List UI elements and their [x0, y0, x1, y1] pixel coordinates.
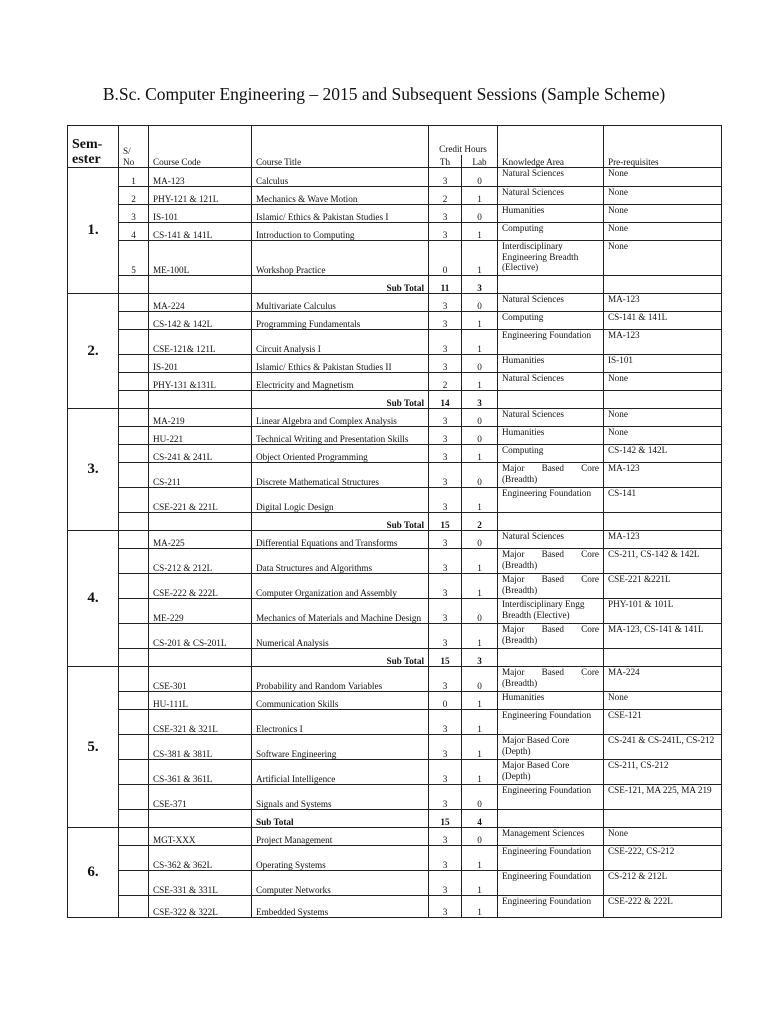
subtotal-label: Sub Total	[252, 649, 429, 667]
knowledge-area: Engineering Foundation	[498, 846, 604, 871]
semester-label: 5.	[68, 667, 119, 828]
knowledge-area: Major Based Core (Breadth)	[498, 549, 604, 574]
serial-number	[119, 355, 149, 373]
prerequisites: CSE-222 & 222L	[604, 896, 722, 918]
header-sno: S/ No	[119, 126, 149, 168]
serial-number: 1	[119, 168, 149, 187]
lab-credits: 0	[462, 531, 498, 549]
theory-credits: 3	[429, 599, 462, 624]
knowledge-area: Engineering Foundation	[498, 896, 604, 918]
serial-number	[119, 409, 149, 427]
course-code: CSE-331 & 331L	[149, 871, 252, 896]
course-title: Operating Systems	[252, 846, 429, 871]
prerequisites: CSE-222, CS-212	[604, 846, 722, 871]
theory-credits: 3	[429, 574, 462, 599]
serial-number	[119, 896, 149, 918]
course-code: IS-101	[149, 205, 252, 223]
lab-credits: 1	[462, 760, 498, 785]
lab-credits: 0	[462, 599, 498, 624]
course-code: CS-241 & 241L	[149, 445, 252, 463]
serial-number	[119, 549, 149, 574]
course-title: Discrete Mathematical Structures	[252, 463, 429, 488]
prerequisites: CS-211, CS-212	[604, 760, 722, 785]
subtotal-empty	[149, 513, 252, 531]
lab-credits: 1	[462, 735, 498, 760]
semester-label: 2.	[68, 294, 119, 409]
prerequisites: CSE-121	[604, 710, 722, 735]
knowledge-area: Humanities	[498, 692, 604, 710]
serial-number	[119, 373, 149, 391]
course-row	[68, 692, 722, 710]
semester-label: 3.	[68, 409, 119, 531]
course-title: Multivariate Calculus	[252, 294, 429, 312]
subtotal-empty	[149, 810, 252, 828]
theory-credits: 3	[429, 312, 462, 330]
knowledge-area: Major Based Core (Depth)	[498, 735, 604, 760]
subtotal-empty	[604, 276, 722, 294]
knowledge-area: Natural Sciences	[498, 409, 604, 427]
course-code: MA-123	[149, 168, 252, 187]
lab-credits: 1	[462, 624, 498, 649]
course-title: Linear Algebra and Complex Analysis	[252, 409, 429, 427]
knowledge-area: Major Based Core (Breadth)	[498, 574, 604, 599]
lab-credits: 0	[462, 294, 498, 312]
theory-credits: 0	[429, 692, 462, 710]
course-row	[68, 624, 722, 649]
header-semester: Sem- ester	[68, 126, 119, 168]
knowledge-area: Major Based Core (Breadth)	[498, 624, 604, 649]
course-title: Circuit Analysis I	[252, 330, 429, 355]
serial-number	[119, 871, 149, 896]
course-title: Digital Logic Design	[252, 488, 429, 513]
serial-number	[119, 692, 149, 710]
course-code: CS-141 & 141L	[149, 223, 252, 241]
course-row	[68, 409, 722, 427]
course-title: Programming Fundamentals	[252, 312, 429, 330]
course-code: CS-362 & 362L	[149, 846, 252, 871]
knowledge-area: Natural Sciences	[498, 168, 604, 187]
course-row	[68, 549, 722, 574]
course-title: Differential Equations and Transforms	[252, 531, 429, 549]
course-title: Mechanics & Wave Motion	[252, 187, 429, 205]
theory-credits: 3	[429, 871, 462, 896]
theory-credits: 3	[429, 760, 462, 785]
prerequisites: CSE-121, MA 225, MA 219	[604, 785, 722, 810]
semester-label: 4.	[68, 531, 119, 667]
lab-credits: 1	[462, 488, 498, 513]
header-course-title: Course Title	[252, 126, 429, 168]
course-code: CSE-371	[149, 785, 252, 810]
knowledge-area: Computing	[498, 445, 604, 463]
knowledge-area: Interdisciplinary Engg Breadth (Elective)	[498, 599, 604, 624]
course-title: Introduction to Computing	[252, 223, 429, 241]
serial-number	[119, 312, 149, 330]
course-row	[68, 463, 722, 488]
knowledge-area: Interdisciplinary Engineering Breadth (Elective)	[498, 241, 604, 276]
knowledge-area: Natural Sciences	[498, 531, 604, 549]
course-row	[68, 735, 722, 760]
prerequisites: None	[604, 373, 722, 391]
course-code: CS-201 & CS-201L	[149, 624, 252, 649]
subtotal-empty	[119, 276, 149, 294]
serial-number	[119, 427, 149, 445]
theory-credits: 3	[429, 294, 462, 312]
knowledge-area: Major Based Core (Breadth)	[498, 667, 604, 692]
prerequisites: None	[604, 241, 722, 276]
course-code: CSE-301	[149, 667, 252, 692]
course-title: Mechanics of Materials and Machine Design	[252, 599, 429, 624]
subtotal-row	[68, 513, 722, 531]
theory-credits: 3	[429, 463, 462, 488]
prerequisites: None	[604, 828, 722, 846]
knowledge-area: Engineering Foundation	[498, 488, 604, 513]
knowledge-area: Major Based Core (Depth)	[498, 760, 604, 785]
theory-credits: 3	[429, 735, 462, 760]
subtotal-row	[68, 649, 722, 667]
prerequisites: None	[604, 692, 722, 710]
course-row	[68, 427, 722, 445]
course-row	[68, 667, 722, 692]
course-code: PHY-131 &131L	[149, 373, 252, 391]
course-title: Software Engineering	[252, 735, 429, 760]
course-row	[68, 294, 722, 312]
course-code: CS-361 & 361L	[149, 760, 252, 785]
theory-credits: 0	[429, 241, 462, 276]
serial-number: 3	[119, 205, 149, 223]
header-course-code: Course Code	[149, 126, 252, 168]
subtotal-label: Sub Total	[252, 391, 429, 409]
course-code: IS-201	[149, 355, 252, 373]
lab-credits: 1	[462, 574, 498, 599]
course-title: Project Management	[252, 828, 429, 846]
course-title: Probability and Random Variables	[252, 667, 429, 692]
subtotal-empty	[149, 276, 252, 294]
prerequisites: MA-123	[604, 531, 722, 549]
course-row	[68, 710, 722, 735]
subtotal-lab: 3	[462, 276, 498, 294]
lab-credits: 1	[462, 187, 498, 205]
subtotal-label: Sub Total	[252, 276, 429, 294]
theory-credits: 3	[429, 846, 462, 871]
lab-credits: 0	[462, 205, 498, 223]
theory-credits: 3	[429, 667, 462, 692]
course-row	[68, 330, 722, 355]
theory-credits: 3	[429, 531, 462, 549]
subtotal-empty	[498, 810, 604, 828]
prerequisites: IS-101	[604, 355, 722, 373]
header-knowledge-area: Knowledge Area	[498, 126, 604, 168]
prerequisites: None	[604, 427, 722, 445]
subtotal-theory: 14	[429, 391, 462, 409]
course-code: HU-221	[149, 427, 252, 445]
subtotal-empty	[149, 649, 252, 667]
lab-credits: 0	[462, 667, 498, 692]
subtotal-lab: 4	[462, 810, 498, 828]
serial-number	[119, 294, 149, 312]
course-scheme-table	[67, 125, 722, 918]
knowledge-area: Engineering Foundation	[498, 871, 604, 896]
subtotal-empty	[604, 391, 722, 409]
prerequisites: CS-142 & 142L	[604, 445, 722, 463]
course-title: Computer Organization and Assembly	[252, 574, 429, 599]
course-title: Islamic/ Ethics & Pakistan Studies II	[252, 355, 429, 373]
lab-credits: 1	[462, 896, 498, 918]
course-row	[68, 574, 722, 599]
lab-credits: 1	[462, 312, 498, 330]
course-title: Communication Skills	[252, 692, 429, 710]
course-code: CSE-121& 121L	[149, 330, 252, 355]
lab-credits: 0	[462, 355, 498, 373]
subtotal-lab: 3	[462, 391, 498, 409]
lab-credits: 0	[462, 463, 498, 488]
header-prerequisites: Pre-requisites	[604, 126, 722, 168]
subtotal-row	[68, 391, 722, 409]
semester-label: 6.	[68, 828, 119, 918]
theory-credits: 3	[429, 624, 462, 649]
course-row	[68, 241, 722, 276]
lab-credits: 1	[462, 710, 498, 735]
knowledge-area: Engineering Foundation	[498, 710, 604, 735]
course-row	[68, 531, 722, 549]
serial-number	[119, 710, 149, 735]
course-code: CSE-222 & 222L	[149, 574, 252, 599]
lab-credits: 0	[462, 409, 498, 427]
subtotal-empty	[604, 649, 722, 667]
prerequisites: PHY-101 & 101L	[604, 599, 722, 624]
knowledge-area: Major Based Core (Breadth)	[498, 463, 604, 488]
prerequisites: MA-123, CS-141 & 141L	[604, 624, 722, 649]
prerequisites: CSE-221 &221L	[604, 574, 722, 599]
subtotal-empty	[604, 513, 722, 531]
lab-credits: 0	[462, 828, 498, 846]
theory-credits: 3	[429, 205, 462, 223]
serial-number	[119, 667, 149, 692]
course-code: ME-229	[149, 599, 252, 624]
knowledge-area: Management Sciences	[498, 828, 604, 846]
subtotal-empty	[149, 391, 252, 409]
course-row	[68, 488, 722, 513]
lab-credits: 0	[462, 427, 498, 445]
course-row	[68, 871, 722, 896]
course-row	[68, 785, 722, 810]
course-code: HU-111L	[149, 692, 252, 710]
subtotal-empty	[604, 810, 722, 828]
theory-credits: 2	[429, 373, 462, 391]
serial-number	[119, 599, 149, 624]
theory-credits: 3	[429, 710, 462, 735]
course-row	[68, 205, 722, 223]
serial-number: 5	[119, 241, 149, 276]
subtotal-label: Sub Total	[252, 810, 429, 828]
prerequisites: CS-212 & 212L	[604, 871, 722, 896]
prerequisites: CS-211, CS-142 & 142L	[604, 549, 722, 574]
lab-credits: 1	[462, 445, 498, 463]
course-code: MGT-XXX	[149, 828, 252, 846]
subtotal-empty	[498, 649, 604, 667]
theory-credits: 3	[429, 549, 462, 574]
theory-credits: 2	[429, 187, 462, 205]
subtotal-label: Sub Total	[252, 513, 429, 531]
course-code: CSE-221 & 221L	[149, 488, 252, 513]
prerequisites: MA-224	[604, 667, 722, 692]
subtotal-theory: 15	[429, 513, 462, 531]
subtotal-row	[68, 810, 722, 828]
knowledge-area: Engineering Foundation	[498, 785, 604, 810]
course-row	[68, 599, 722, 624]
subtotal-theory: 15	[429, 810, 462, 828]
theory-credits: 3	[429, 168, 462, 187]
theory-credits: 3	[429, 409, 462, 427]
serial-number	[119, 846, 149, 871]
prerequisites: None	[604, 409, 722, 427]
theory-credits: 3	[429, 223, 462, 241]
course-title: Technical Writing and Presentation Skills	[252, 427, 429, 445]
course-row	[68, 846, 722, 871]
course-row	[68, 760, 722, 785]
lab-credits: 1	[462, 223, 498, 241]
prerequisites: MA-123	[604, 294, 722, 312]
course-row	[68, 445, 722, 463]
course-code: CS-211	[149, 463, 252, 488]
page-title: B.Sc. Computer Engineering – 2015 and Subsequent Sessions (Sample Scheme)	[102, 84, 666, 104]
semester-label: 1.	[68, 168, 119, 294]
header-th: Th	[429, 155, 462, 168]
serial-number	[119, 760, 149, 785]
prerequisites: None	[604, 168, 722, 187]
subtotal-theory: 15	[429, 649, 462, 667]
lab-credits: 1	[462, 846, 498, 871]
knowledge-area: Computing	[498, 223, 604, 241]
course-code: CSE-321 & 321L	[149, 710, 252, 735]
course-code: MA-219	[149, 409, 252, 427]
prerequisites: None	[604, 223, 722, 241]
subtotal-empty	[119, 810, 149, 828]
course-title: Data Structures and Algorithms	[252, 549, 429, 574]
theory-credits: 3	[429, 427, 462, 445]
header-credit-hours: Credit Hours	[429, 126, 498, 155]
course-code: MA-224	[149, 294, 252, 312]
subtotal-empty	[119, 649, 149, 667]
knowledge-area: Natural Sciences	[498, 187, 604, 205]
course-code: PHY-121 & 121L	[149, 187, 252, 205]
subtotal-theory: 11	[429, 276, 462, 294]
theory-credits: 3	[429, 785, 462, 810]
lab-credits: 1	[462, 241, 498, 276]
course-code: CSE-322 & 322L	[149, 896, 252, 918]
serial-number	[119, 330, 149, 355]
theory-credits: 3	[429, 355, 462, 373]
knowledge-area: Natural Sciences	[498, 294, 604, 312]
theory-credits: 3	[429, 828, 462, 846]
course-title: Electronics I	[252, 710, 429, 735]
knowledge-area: Humanities	[498, 205, 604, 223]
subtotal-lab: 3	[462, 649, 498, 667]
course-row	[68, 828, 722, 846]
course-title: Calculus	[252, 168, 429, 187]
course-row	[68, 168, 722, 187]
serial-number	[119, 488, 149, 513]
course-title: Workshop Practice	[252, 241, 429, 276]
course-title: Embedded Systems	[252, 896, 429, 918]
prerequisites: None	[604, 187, 722, 205]
theory-credits: 3	[429, 488, 462, 513]
prerequisites: MA-123	[604, 463, 722, 488]
course-code: CS-381 & 381L	[149, 735, 252, 760]
lab-credits: 1	[462, 871, 498, 896]
lab-credits: 1	[462, 692, 498, 710]
subtotal-empty	[498, 276, 604, 294]
subtotal-lab: 2	[462, 513, 498, 531]
serial-number	[119, 531, 149, 549]
lab-credits: 0	[462, 168, 498, 187]
prerequisites: CS-241 & CS-241L, CS-212	[604, 735, 722, 760]
prerequisites: MA-123	[604, 330, 722, 355]
lab-credits: 1	[462, 373, 498, 391]
course-row	[68, 223, 722, 241]
course-title: Artificial Intelligence	[252, 760, 429, 785]
course-row	[68, 373, 722, 391]
subtotal-empty	[498, 391, 604, 409]
subtotal-empty	[119, 513, 149, 531]
serial-number	[119, 445, 149, 463]
serial-number	[119, 574, 149, 599]
serial-number	[119, 463, 149, 488]
theory-credits: 3	[429, 896, 462, 918]
serial-number: 4	[119, 223, 149, 241]
course-title: Numerical Analysis	[252, 624, 429, 649]
course-row	[68, 312, 722, 330]
course-title: Object Oriented Programming	[252, 445, 429, 463]
course-row	[68, 355, 722, 373]
course-title: Electricity and Magnetism	[252, 373, 429, 391]
subtotal-row	[68, 276, 722, 294]
course-code: CS-142 & 142L	[149, 312, 252, 330]
serial-number	[119, 735, 149, 760]
course-title: Islamic/ Ethics & Pakistan Studies I	[252, 205, 429, 223]
knowledge-area: Humanities	[498, 355, 604, 373]
lab-credits: 1	[462, 330, 498, 355]
course-row	[68, 187, 722, 205]
prerequisites: CS-141	[604, 488, 722, 513]
course-title: Computer Networks	[252, 871, 429, 896]
prerequisites: None	[604, 205, 722, 223]
lab-credits: 0	[462, 785, 498, 810]
serial-number	[119, 828, 149, 846]
course-code: MA-225	[149, 531, 252, 549]
course-row	[68, 896, 722, 918]
subtotal-empty	[119, 391, 149, 409]
serial-number	[119, 624, 149, 649]
course-code: ME-100L	[149, 241, 252, 276]
theory-credits: 3	[429, 330, 462, 355]
course-title: Signals and Systems	[252, 785, 429, 810]
header-lab: Lab	[462, 155, 498, 168]
subtotal-empty	[498, 513, 604, 531]
knowledge-area: Humanities	[498, 427, 604, 445]
theory-credits: 3	[429, 445, 462, 463]
knowledge-area: Engineering Foundation	[498, 330, 604, 355]
knowledge-area: Natural Sciences	[498, 373, 604, 391]
serial-number: 2	[119, 187, 149, 205]
knowledge-area: Computing	[498, 312, 604, 330]
prerequisites: CS-141 & 141L	[604, 312, 722, 330]
course-code: CS-212 & 212L	[149, 549, 252, 574]
serial-number	[119, 785, 149, 810]
lab-credits: 1	[462, 549, 498, 574]
